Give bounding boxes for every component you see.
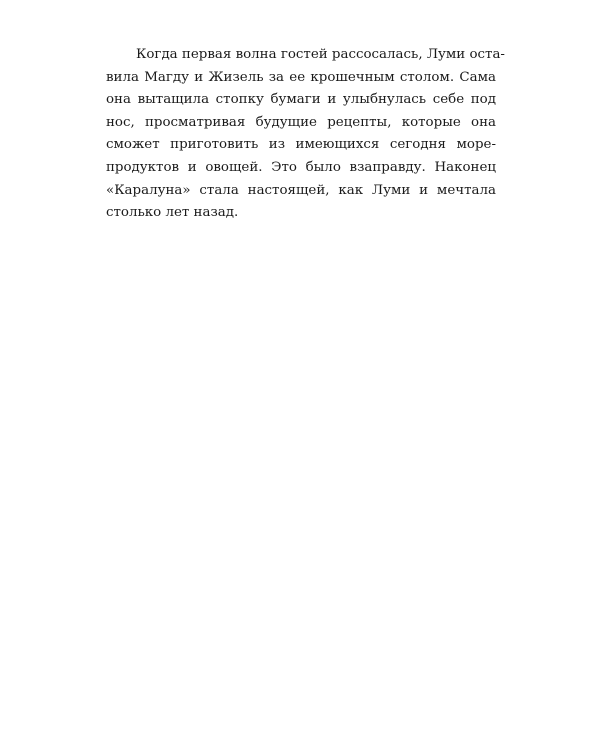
text-line: сможет приготовить из имеющихся сегодня море- — [106, 137, 496, 153]
text-line: «Каралуна» стала настоящей, как Луми и мечтала — [106, 182, 496, 198]
text-line: продуктов и овощей. Это было взаправду. Наконец — [106, 159, 496, 175]
text-line: нос, просматривая будущие рецепты, которые она — [106, 114, 496, 130]
text-line: Когда первая волна гостей рассосалась, Луми оста- — [136, 47, 505, 62]
text-line: вила Магду и Жизель за ее крошечным столом. Сама — [106, 69, 496, 85]
text-line: столько лет назад. — [106, 205, 239, 221]
text-line: она вытащила стопку бумаги и улыбнулась себе под — [106, 92, 496, 108]
body-paragraph — [106, 44, 505, 225]
